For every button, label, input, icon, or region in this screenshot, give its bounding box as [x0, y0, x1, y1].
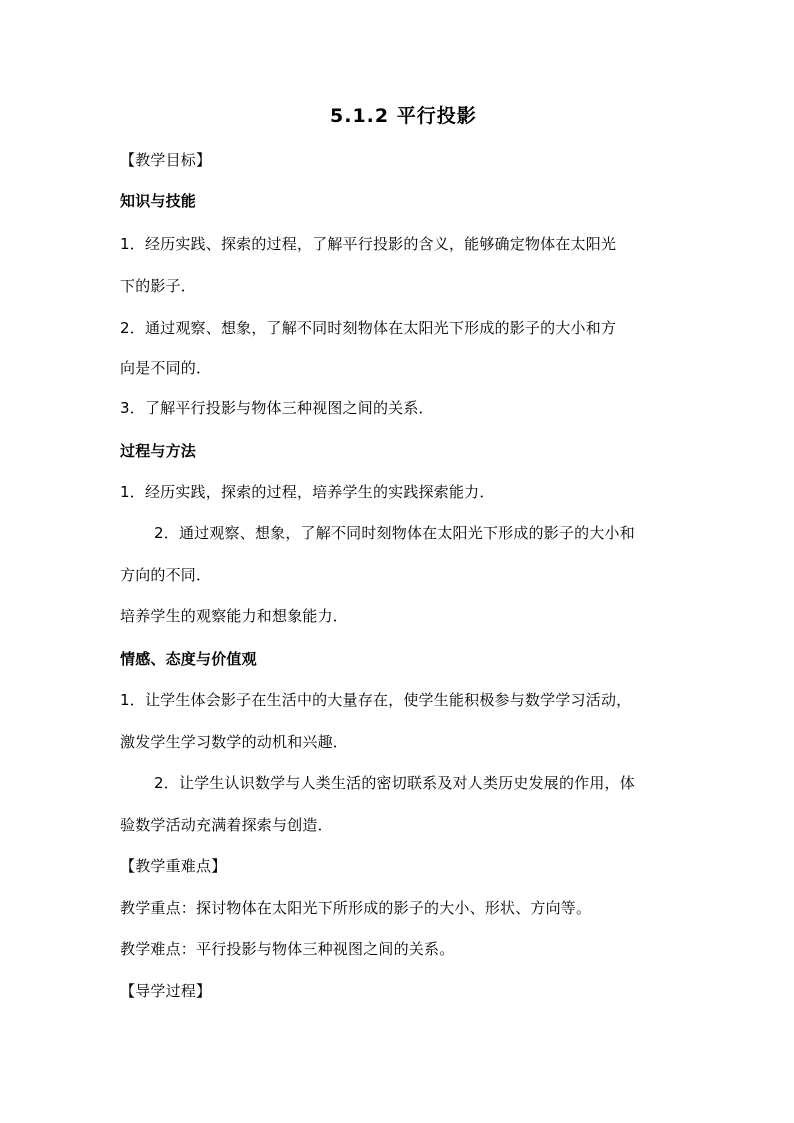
emotion-item-1-line-1: 1．让学生体会影子在生活中的大量存在，使学生能积极参与数学学习活动， — [120, 691, 632, 709]
objectives-header: 【教学目标】 — [120, 151, 212, 169]
emotion-heading: 情感、态度与价值观 — [120, 650, 257, 668]
process-heading: 过程与方法 — [120, 442, 197, 460]
knowledge-item-2-line-2: 向是不同的． — [120, 359, 212, 377]
knowledge-heading: 知识与技能 — [120, 192, 197, 210]
knowledge-item-3: 3．了解平行投影与物体三种视图之间的关系． — [120, 399, 434, 417]
guide-header: 【导学过程】 — [120, 982, 212, 1000]
process-item-2-line-2: 方向的不同． — [120, 566, 212, 584]
emotion-item-2-line-1: 2．让学生认识数学与人类生活的密切联系及对人类历史发展的作用，体 — [154, 774, 635, 792]
process-item-1: 1．经历实践，探索的过程，培养学生的实践探索能力． — [120, 483, 495, 501]
knowledge-item-2-line-1: 2．通过观察、想象，了解不同时刻物体在太阳光下形成的影子的大小和方 — [120, 319, 617, 337]
emotion-item-1-line-2: 激发学生学习数学的动机和兴趣． — [120, 733, 349, 751]
key-point: 教学重点：探讨物体在太阳光下所形成的影子的大小、形状、方向等。 — [120, 899, 592, 917]
process-item-2-line-1: 2．通过观察、想象，了解不同时刻物体在太阳光下形成的影子的大小和 — [154, 524, 635, 542]
difficult-point: 教学难点：平行投影与物体三种视图之间的关系。 — [120, 940, 455, 958]
knowledge-item-1-line-1: 1．经历实践、探索的过程，了解平行投影的含义，能够确定物体在太阳光 — [120, 235, 617, 253]
process-item-3: 培养学生的观察能力和想象能力． — [120, 607, 349, 625]
page-title: 5.1.2 平行投影 — [330, 105, 477, 127]
emotion-item-2-line-2: 验数学活动充满着探索与创造． — [120, 816, 333, 834]
keypoints-header: 【教学重难点】 — [120, 857, 227, 875]
knowledge-item-1-line-2: 下的影子． — [120, 277, 197, 295]
